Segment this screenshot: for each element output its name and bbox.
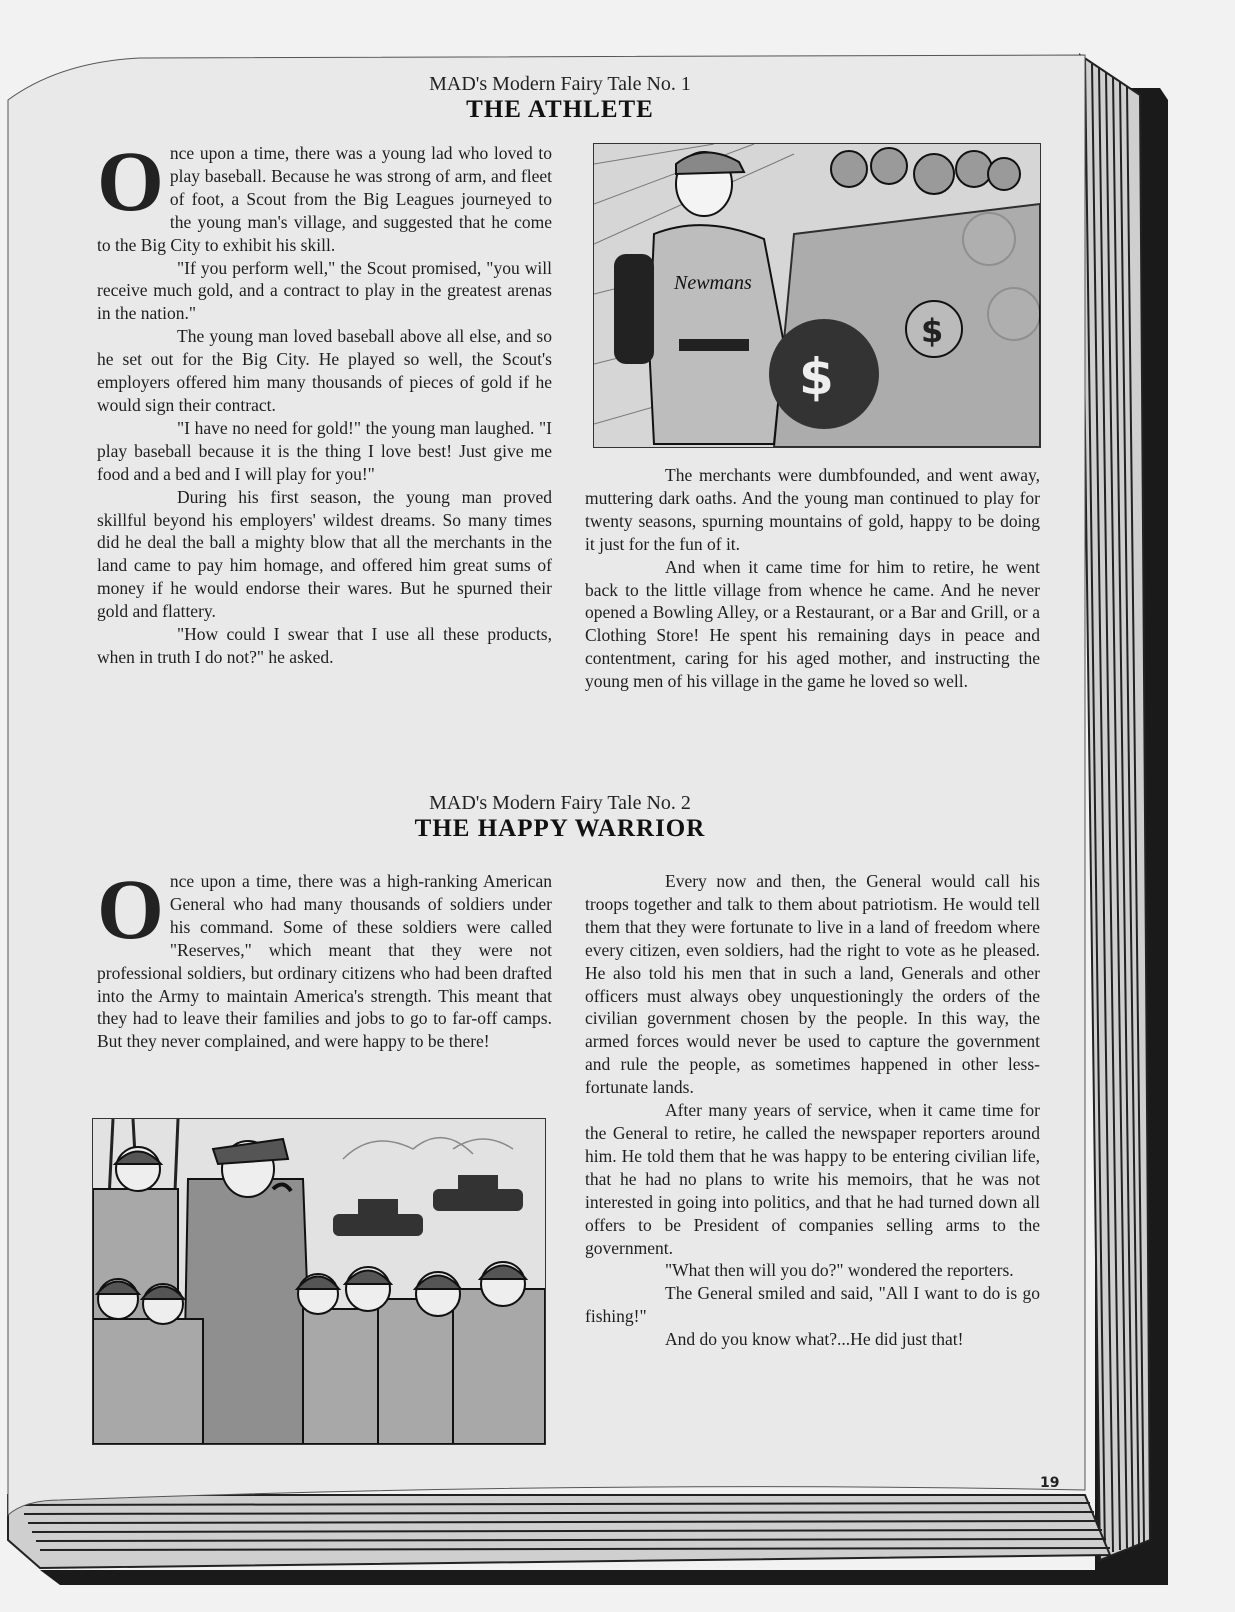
tale1-left-column bbox=[97, 133, 552, 669]
tale1-dropcap: O bbox=[97, 133, 164, 229]
tale2-paragraph: "What then will you do?" wondered the reporters. bbox=[665, 1260, 1014, 1281]
tale2-title: THE HAPPY WARRIOR bbox=[414, 815, 706, 842]
tale1-paragraph: The merchants were dumbfounded, and went away, muttering dark oaths. And the young man continued to play for twenty seasons, spurning mountains of gold, happy to be doing it just for the fun of it. bbox=[585, 465, 1040, 554]
tale2-paragraph: nce upon a time, there was a high-ranking American General who had many thousands of soldiers under his command. Some of these soldiers were called "Reserves," which meant that they were not professional soldiers, but ordinary citizens who had been drafted into the Army to maintain America's strength. This meant that they had to leave their families and jobs to go to far-off camps. But they never complained, and were happy to be there! bbox=[97, 871, 552, 1052]
tale1-paragraph: "If you perform well," the Scout promised, "you will receive much gold, and a contract to play in the greatest arenas in the nation." bbox=[97, 257, 552, 324]
tale2-paragraph: The General smiled and said, "All I want to do is go fishing!" bbox=[585, 1283, 1040, 1327]
svg-text:$: $ bbox=[799, 348, 834, 406]
tale2-dropcap: O bbox=[97, 861, 164, 957]
tale2-paragraph: After many years of service, when it came time for the General to retire, he called the newspaper reporters around him. He told them that he was happy to be entering civilian life, that he had no plans to write his memoirs, that he was not interested in going into politics, and that he had turned down all offers to be President of companies selling arms to the government. bbox=[585, 1100, 1040, 1258]
athlete-illustration bbox=[593, 143, 1041, 448]
tale1-paragraph: The young man loved baseball above all else, and so he set out for the Big City. He played so well, the Scout's employers offered him many thousands of pieces of gold if he would sign their contract. bbox=[97, 326, 552, 415]
tale1-paragraph: And when it came time for him to retire, he went back to the little village from whence he came. And he never opened a Bowling Alley, or a Restaurant, or a Bar and Grill, or a Clothing Store! He spent his remaining days in peace and contentment, caring for his aged mother, and instructing the young men of his village in the game he loved so well. bbox=[585, 556, 1040, 692]
tale2-kicker: MAD's Modern Fairy Tale No. 2 bbox=[429, 792, 691, 814]
tale2-left-column bbox=[97, 861, 552, 1053]
tale1-right-column bbox=[585, 464, 1040, 693]
tale1-paragraph: nce upon a time, there was a young lad who loved to play baseball. Because he was strong of arm, and fleet of foot, a Scout from the Big Leagues journeyed to the young man's village, and suggested that he come to the Big City to exhibit his skill. bbox=[97, 143, 552, 255]
warrior-illustration bbox=[92, 1118, 546, 1445]
tale1-title: THE ATHLETE bbox=[466, 96, 654, 123]
tale2-paragraph: Every now and then, the General would call his troops together and talk to them about patriotism. He would tell them that they were fortunate to live in a land of freedom where every citizen, even soldiers, had the right to vote as he pleased. He also told his men that in such a land, Generals and other officers must always obey unquestioningly the orders of the civilian government chosen by the people. In this way, the armed forces would never be used to capture the government and rule the people, as sometimes happened in other less-fortunate lands. bbox=[585, 871, 1040, 1098]
tale1-kicker: MAD's Modern Fairy Tale No. 1 bbox=[429, 73, 691, 95]
tale2-right-column bbox=[585, 870, 1040, 1351]
tale1-paragraph: "How could I swear that I use all these products, when in truth I do not?" he asked. bbox=[97, 624, 552, 667]
tale2-paragraph: And do you know what?...He did just that! bbox=[665, 1329, 964, 1350]
jersey-text: Newmans bbox=[674, 272, 752, 294]
tale1-paragraph: During his first season, the young man proved skillful beyond his employers' wildest dreams. So many times did he deal the ball a mighty blow that all the merchants in the land came to pay him homage, and offered him great sums of money if he would endorse their wares. But he spurned their gold and flattery. bbox=[97, 486, 552, 622]
svg-text:$: $ bbox=[921, 312, 944, 350]
page-number: 19 bbox=[1040, 1475, 1060, 1491]
tale1-paragraph: "I have no need for gold!" the young man laughed. "I play baseball because it is the thing I love best! Just give me food and a bed and I will play for you!" bbox=[97, 417, 552, 484]
